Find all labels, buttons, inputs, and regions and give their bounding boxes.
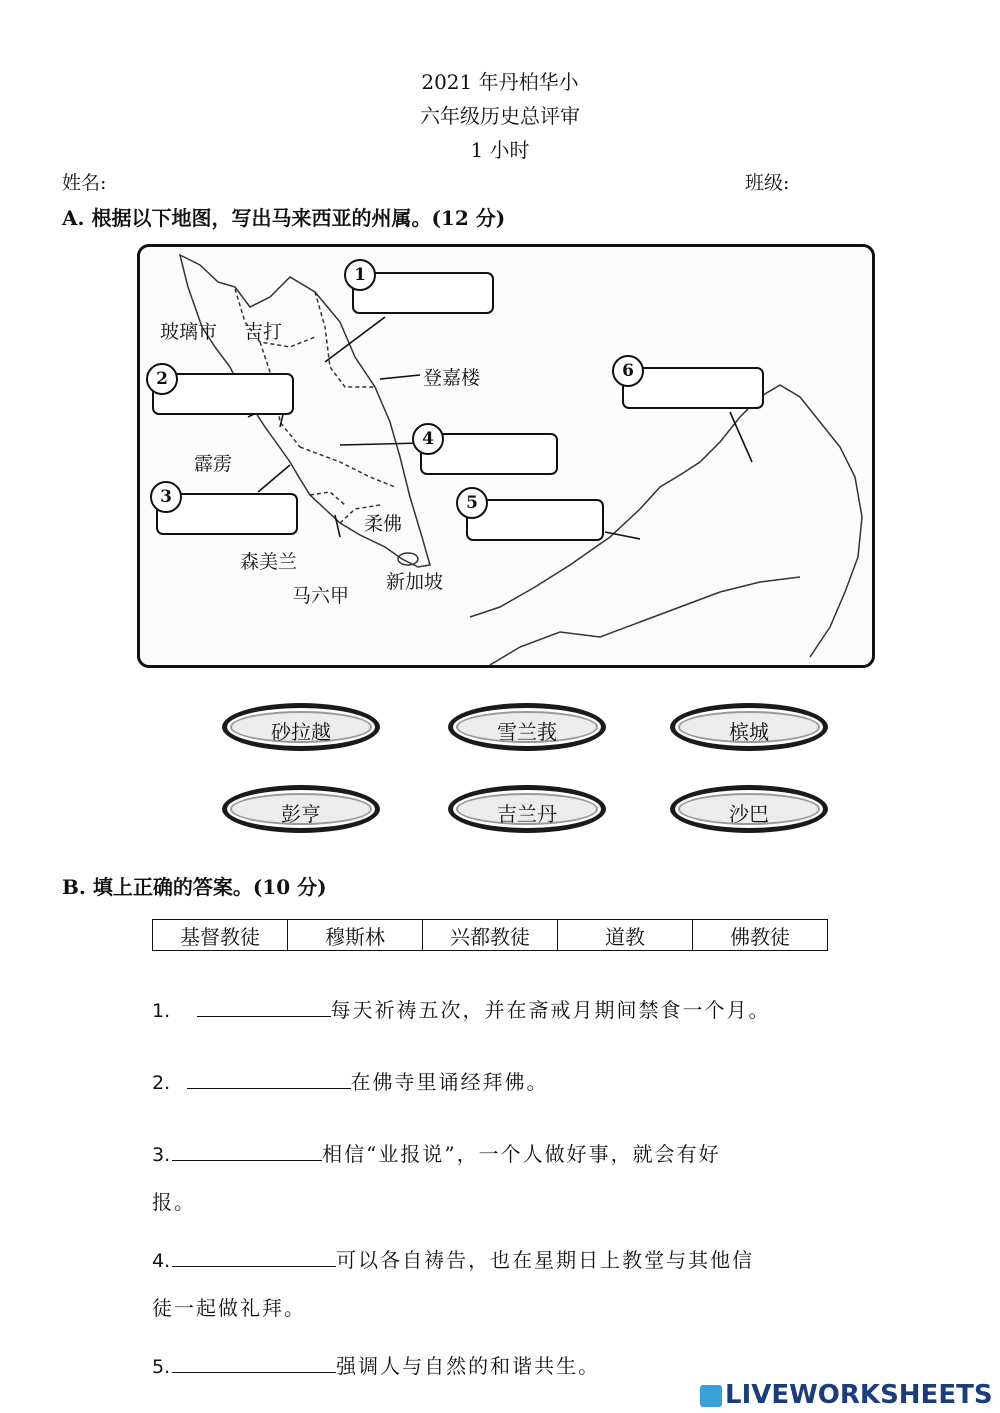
label-kedah: 吉打 (244, 321, 283, 343)
question-text-1: 每天祈祷五次，并在斋戒月期间禁食一个月。 (330, 998, 771, 1022)
choice-chip-kelantan[interactable]: 吉兰丹 (448, 785, 606, 833)
answer-blank-4[interactable] (172, 1248, 336, 1267)
name-label: 姓名: (62, 172, 107, 194)
exam-title: 六年级历史总评审 (420, 104, 580, 128)
school-title: 2021 年丹柏华小 (421, 70, 579, 94)
question-number-4: 4. (152, 1250, 171, 1272)
answer-blank-3[interactable] (172, 1142, 322, 1161)
choice-chip-sabah[interactable]: 沙巴 (670, 785, 828, 833)
choice-chip-penang[interactable]: 槟城 (670, 703, 828, 751)
question-number-3: 3. (152, 1144, 171, 1166)
box-number-6: 6 (612, 355, 644, 387)
box-number-1: 1 (344, 259, 376, 291)
choice-chip-sarawak[interactable]: 砂拉越 (222, 703, 380, 751)
liveworksheets-watermark (700, 1380, 993, 1410)
box-number-2: 2 (146, 363, 178, 395)
section-a-question: A. 根据以下地图，写出马来西亚的州属。(12 分) (62, 206, 506, 230)
malaysia-map (137, 244, 875, 668)
class-label: 班级: (745, 172, 790, 194)
option-muslim: 穆斯林 (288, 920, 423, 951)
question-text-3-cont: 报。 (152, 1190, 196, 1214)
choice-chip-selangor[interactable]: 雪兰莪 (448, 703, 606, 751)
box-number-4: 4 (412, 423, 444, 455)
watermark-text: LIVEWORKSHEETS (725, 1380, 993, 1410)
question-text-2: 在佛寺里诵经拜佛。 (350, 1070, 549, 1094)
answer-blank-2[interactable] (187, 1070, 351, 1089)
question-item-3 (152, 1138, 721, 1167)
option-hindu: 兴都教徒 (423, 920, 558, 951)
label-perlis: 玻璃市 (160, 321, 218, 343)
question-number-2: 2. (152, 1072, 171, 1094)
option-buddhist: 佛教徒 (693, 920, 828, 951)
label-melaka: 马六甲 (292, 585, 350, 607)
question-number-5: 5. (152, 1356, 171, 1378)
question-text-3: 相信“业报说”，一个人做好事，就会有好 (322, 1142, 721, 1166)
label-terengganu: 登嘉楼 (423, 367, 481, 389)
option-christian: 基督教徒 (153, 920, 288, 951)
options-table (152, 919, 828, 951)
label-negeri-sembilan: 森美兰 (240, 551, 298, 573)
box-number-5: 5 (456, 487, 488, 519)
label-perak: 霹雳 (194, 453, 233, 475)
liveworksheets-logo-icon (700, 1385, 722, 1407)
question-number-1: 1. (152, 1000, 171, 1022)
exam-duration: 1 小时 (470, 138, 530, 162)
question-item-1 (152, 994, 771, 1023)
answer-blank-5[interactable] (172, 1354, 336, 1373)
label-johor: 柔佛 (364, 513, 403, 535)
box-number-3: 3 (150, 481, 182, 513)
answer-blank-1[interactable] (197, 998, 331, 1017)
question-text-4-cont: 徒一起做礼拜。 (152, 1296, 306, 1320)
question-text-5: 强调人与自然的和谐共生。 (336, 1354, 601, 1378)
option-taoism: 道教 (558, 920, 693, 951)
choice-chip-pahang[interactable]: 彭亨 (222, 785, 380, 833)
question-item-5 (152, 1350, 600, 1379)
question-item-4 (152, 1244, 754, 1273)
section-b-question: B. 填上正确的答案。(10 分) (62, 875, 327, 899)
question-item-2 (152, 1066, 549, 1095)
question-text-4: 可以各自祷告，也在星期日上教堂与其他信 (336, 1248, 755, 1272)
label-singapore: 新加坡 (386, 571, 444, 593)
